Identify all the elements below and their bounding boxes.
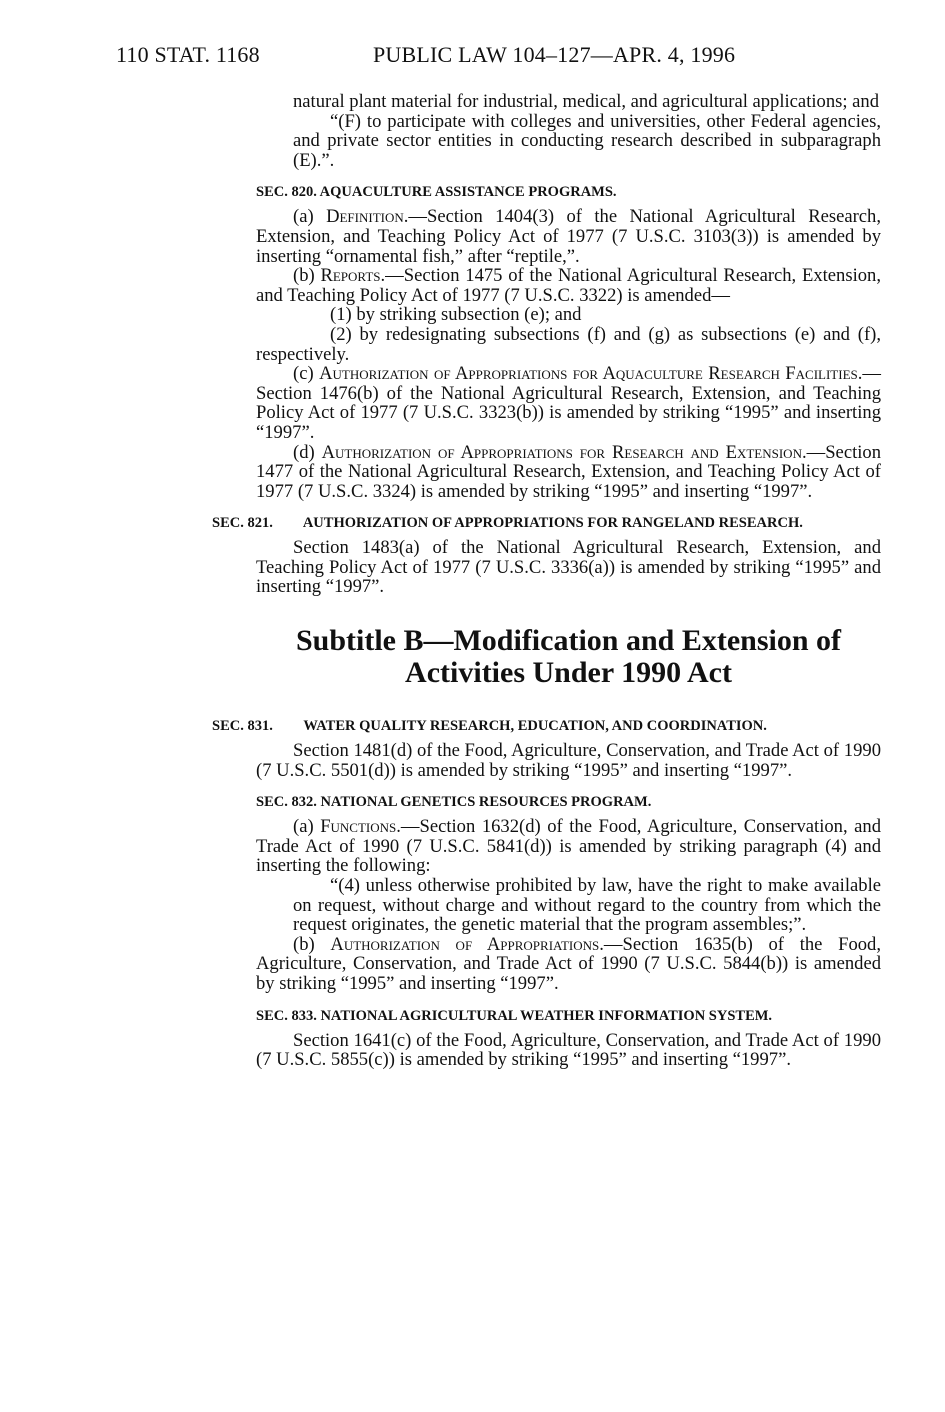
subsection-text: —Section 1475 of the National Agricultural Research, Extension, and Teaching Policy Act of 1977 (7 U.S.C. 3322) is amended—: [256, 265, 881, 306]
subsection-label: (d): [293, 441, 322, 463]
subtitle-line-1: Subtitle B—Modification and Extension of: [295, 624, 842, 658]
subsection-label: (b): [293, 933, 331, 955]
document-body: [212, 91, 881, 1071]
subsection-label: (a): [293, 816, 321, 838]
subsection-caption: Authorization of Appropriations.: [330, 933, 604, 955]
section-821-text: Section 1483(a) of the National Agricultural Research, Extension, and Teaching Policy Act of 1977 (7 U.S.C. 3336(a)) is amended by striking “1995” and inserting “1997”.: [256, 537, 881, 598]
subsection-caption: Authorization of Appropriations for Research and Extension.: [321, 441, 807, 463]
section-833-heading: SEC. 833. NATIONAL AGRICULTURAL WEATHER INFORMATION SYSTEM.: [256, 1007, 773, 1024]
section-820-heading: SEC. 820. AQUACULTURE ASSISTANCE PROGRAMS.: [256, 184, 617, 201]
section-820-b: [256, 266, 881, 305]
section-820-c: [256, 364, 881, 442]
continued-paragraph-e: natural plant material for industrial, medical, and agricultural applications; and: [293, 91, 880, 112]
subsection-label: (b): [293, 265, 321, 287]
paragraph-f: “(F) to participate with colleges and universities, other Federal agencies, and private sector entities in conducting research described in subparagraph (E).”.: [293, 110, 881, 171]
subsection-caption: Definition.: [326, 206, 409, 228]
subsection-text: —Section 1476(b) of the National Agricultural Research, Extension, and Teaching Policy Act of 1977 (7 U.S.C. 3323(b)) is amended by striking “1995” and inserting “1997”.: [256, 363, 881, 443]
subtitle-line-2: Activities Under 1990 Act: [405, 656, 732, 690]
subsection-caption: Authorization of Appropriations for Aquaculture Research Facilities.: [319, 363, 863, 385]
public-law-citation: PUBLIC LAW 104–127—APR. 4, 1996: [373, 42, 736, 67]
section-832-quoted-paragraph-4: “(4) unless otherwise prohibited by law, have the right to make available on request, without charge and without regard to the country from which the request originates, the genetic material that the program assembles;”.: [293, 875, 881, 936]
section-832-heading: SEC. 832. NATIONAL GENETICS RESOURCES PROGRAM.: [256, 794, 652, 811]
subsection-label: (a): [293, 206, 327, 228]
section-title: AUTHORIZATION OF APPROPRIATIONS FOR RANGELAND RESEARCH.: [302, 515, 803, 532]
section-831-heading: [212, 717, 881, 735]
stat-page-reference: 110 STAT. 1168: [116, 42, 260, 67]
subsection-text: —Section 1635(b) of the Food, Agriculture, Conservation, and Trade Act of 1990 (7 U.S.C. 5844(b)) is amended by striking “1995” and inserting “1997”.: [256, 933, 881, 994]
section-832-a: [256, 817, 881, 876]
section-833-text: Section 1641(c) of the Food, Agriculture, Conservation, and Trade Act of 1990 (7 U.S.C. 5855(c)) is amended by striking “1995” and inserting “1997”.: [256, 1029, 881, 1071]
subsection-text: —Section 1404(3) of the National Agricultural Research, Extension, and Teaching Policy Act of 1977 (7 U.S.C. 3103(3)) is amended by inserting “ornamental fish,” after “reptile,”.: [256, 206, 881, 267]
section-831-text: Section 1481(d) of the Food, Agriculture, Conservation, and Trade Act of 1990 (7 U.S.C. 5501(d)) is amended by striking “1995” and inserting “1997”.: [256, 740, 881, 781]
section-title: WATER QUALITY RESEARCH, EDUCATION, AND COORDINATION.: [303, 718, 767, 735]
subtitle-heading: [256, 625, 881, 689]
section-821-heading: [212, 514, 881, 532]
subsection-label: (c): [293, 363, 320, 385]
subsection-caption: Reports.: [320, 265, 386, 287]
section-820-d: [256, 443, 881, 502]
subsection-text: —Section 1632(d) of the Food, Agriculture, Conservation, and Trade Act of 1990 (7 U.S.C. 5841(d)) is amended by striking paragraph (4) and inserting the following:: [256, 816, 881, 877]
subsection-caption: Functions.: [320, 816, 401, 838]
section-number: SEC. 831.: [212, 718, 273, 735]
section-number: SEC. 821.: [212, 515, 273, 532]
section-820-a: [256, 207, 881, 266]
section-832-b: [256, 935, 881, 994]
page-header: [0, 42, 945, 72]
section-820-b-2: (2) by redesignating subsections (f) and (g) as subsections (e) and (f), respectively.: [256, 323, 881, 365]
subsection-text: —Section 1477 of the National Agricultural Research, Extension, and Teaching Policy Act of 1977 (7 U.S.C. 3324) is amended by striking “1995” and inserting “1997”.: [256, 441, 881, 502]
section-820-b-1: (1) by striking subsection (e); and: [330, 304, 582, 326]
